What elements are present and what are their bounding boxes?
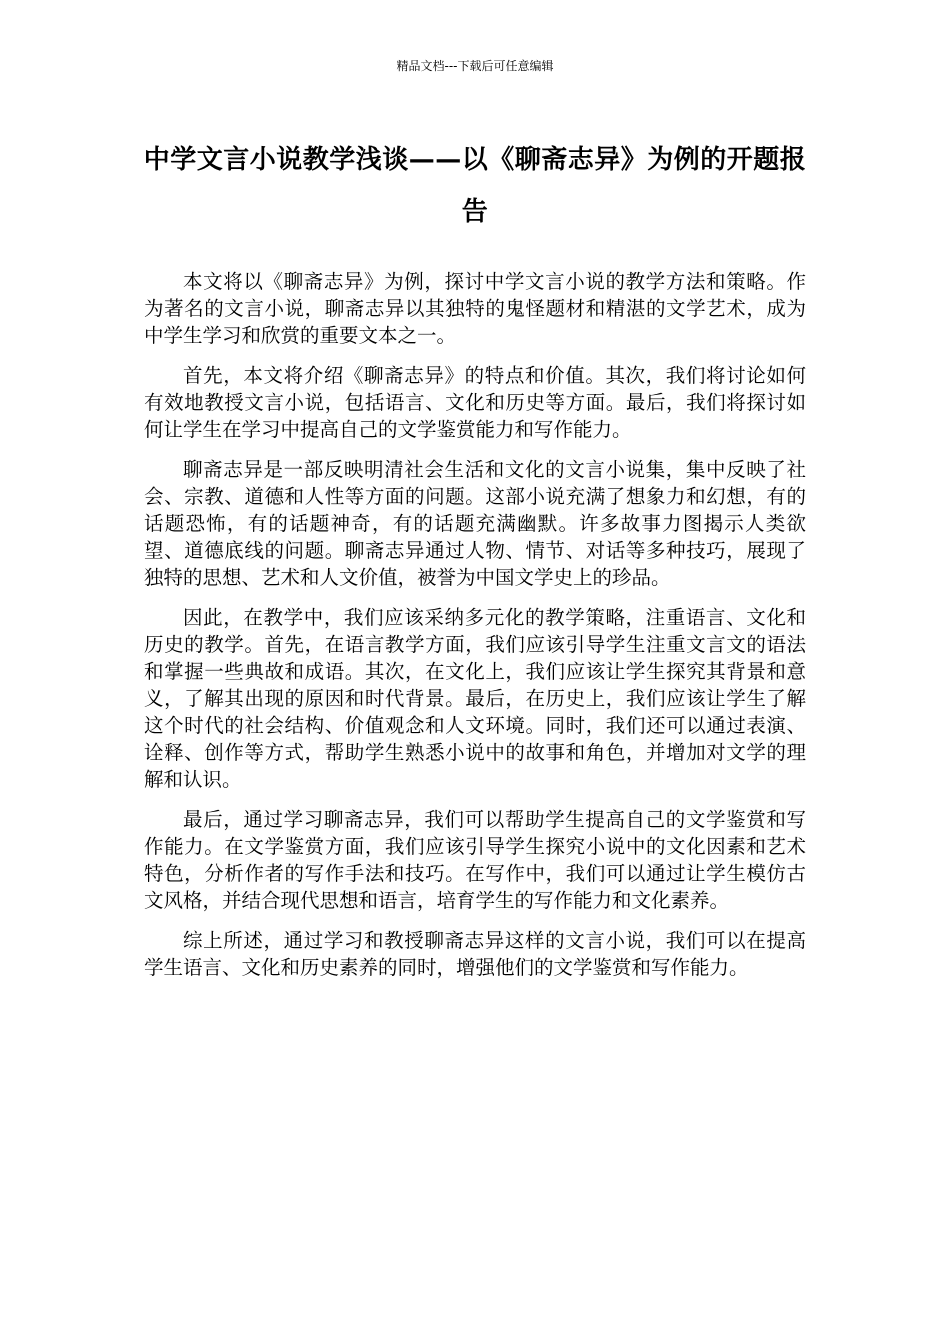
header-note: 精品文档---下载后可任意编辑 (396, 59, 554, 73)
paragraph: 本文将以《聊斋志异》为例，探讨中学文言小说的教学方法和策略。作为著名的文言小说，聊斋志异以其独特的鬼怪题材和精湛的文学艺术，成为中学生学习和欣赏的重要文本之一。 (144, 270, 806, 347)
paragraph: 综上所述，通过学习和教授聊斋志异这样的文言小说，我们可以在提高学生语言、文化和历史素养的同时，增强他们的文学鉴赏和写作能力。 (144, 929, 806, 979)
paragraph: 因此，在教学中，我们应该采纳多元化的教学策略，注重语言、文化和历史的教学。首先，在语言教学方面，我们应该引导学生注重文言文的语法和掌握一些典故和成语。其次，在文化上，我们应该让学生探究其背景和意义，了解其出现的原因和时代背景。最后，在历史上，我们应该让学生了解这个时代的社会结构、价值观念和人文环境。同时，我们还可以通过表演、诠释、创作等方式，帮助学生熟悉小说中的故事和角色，并增加对文学的理解和认识。 (144, 606, 806, 791)
document-body (144, 268, 806, 994)
paragraph: 聊斋志异是一部反映明清社会生活和文化的文言小说集，集中反映了社会、宗教、道德和人性等方面的问题。这部小说充满了想象力和幻想，有的话题恐怖，有的话题神奇，有的话题充满幽默。许多故事力图揭示人类欲望、道德底线的问题。聊斋志异通过人物、情节、对话等多种技巧，展现了独特的思想、艺术和人文价值，被誉为中国文学史上的珍品。 (144, 458, 806, 589)
paragraph: 首先，本文将介绍《聊斋志异》的特点和价值。其次，我们将讨论如何有效地教授文言小说，包括语言、文化和历史等方面。最后，我们将探讨如何让学生在学习中提高自己的文学鉴赏能力和写作能力。 (144, 364, 806, 441)
document-title: 中学文言小说教学浅谈——以《聊斋志异》为例的开题报告 (143, 145, 807, 227)
paragraph: 最后，通过学习聊斋志异，我们可以帮助学生提高自己的文学鉴赏和写作能力。在文学鉴赏方面，我们应该引导学生探究小说中的文化因素和艺术特色，分析作者的写作手法和技巧。在写作中，我们可以通过让学生模仿古文风格，并结合现代思想和语言，培育学生的写作能力和文化素养。 (144, 808, 806, 912)
